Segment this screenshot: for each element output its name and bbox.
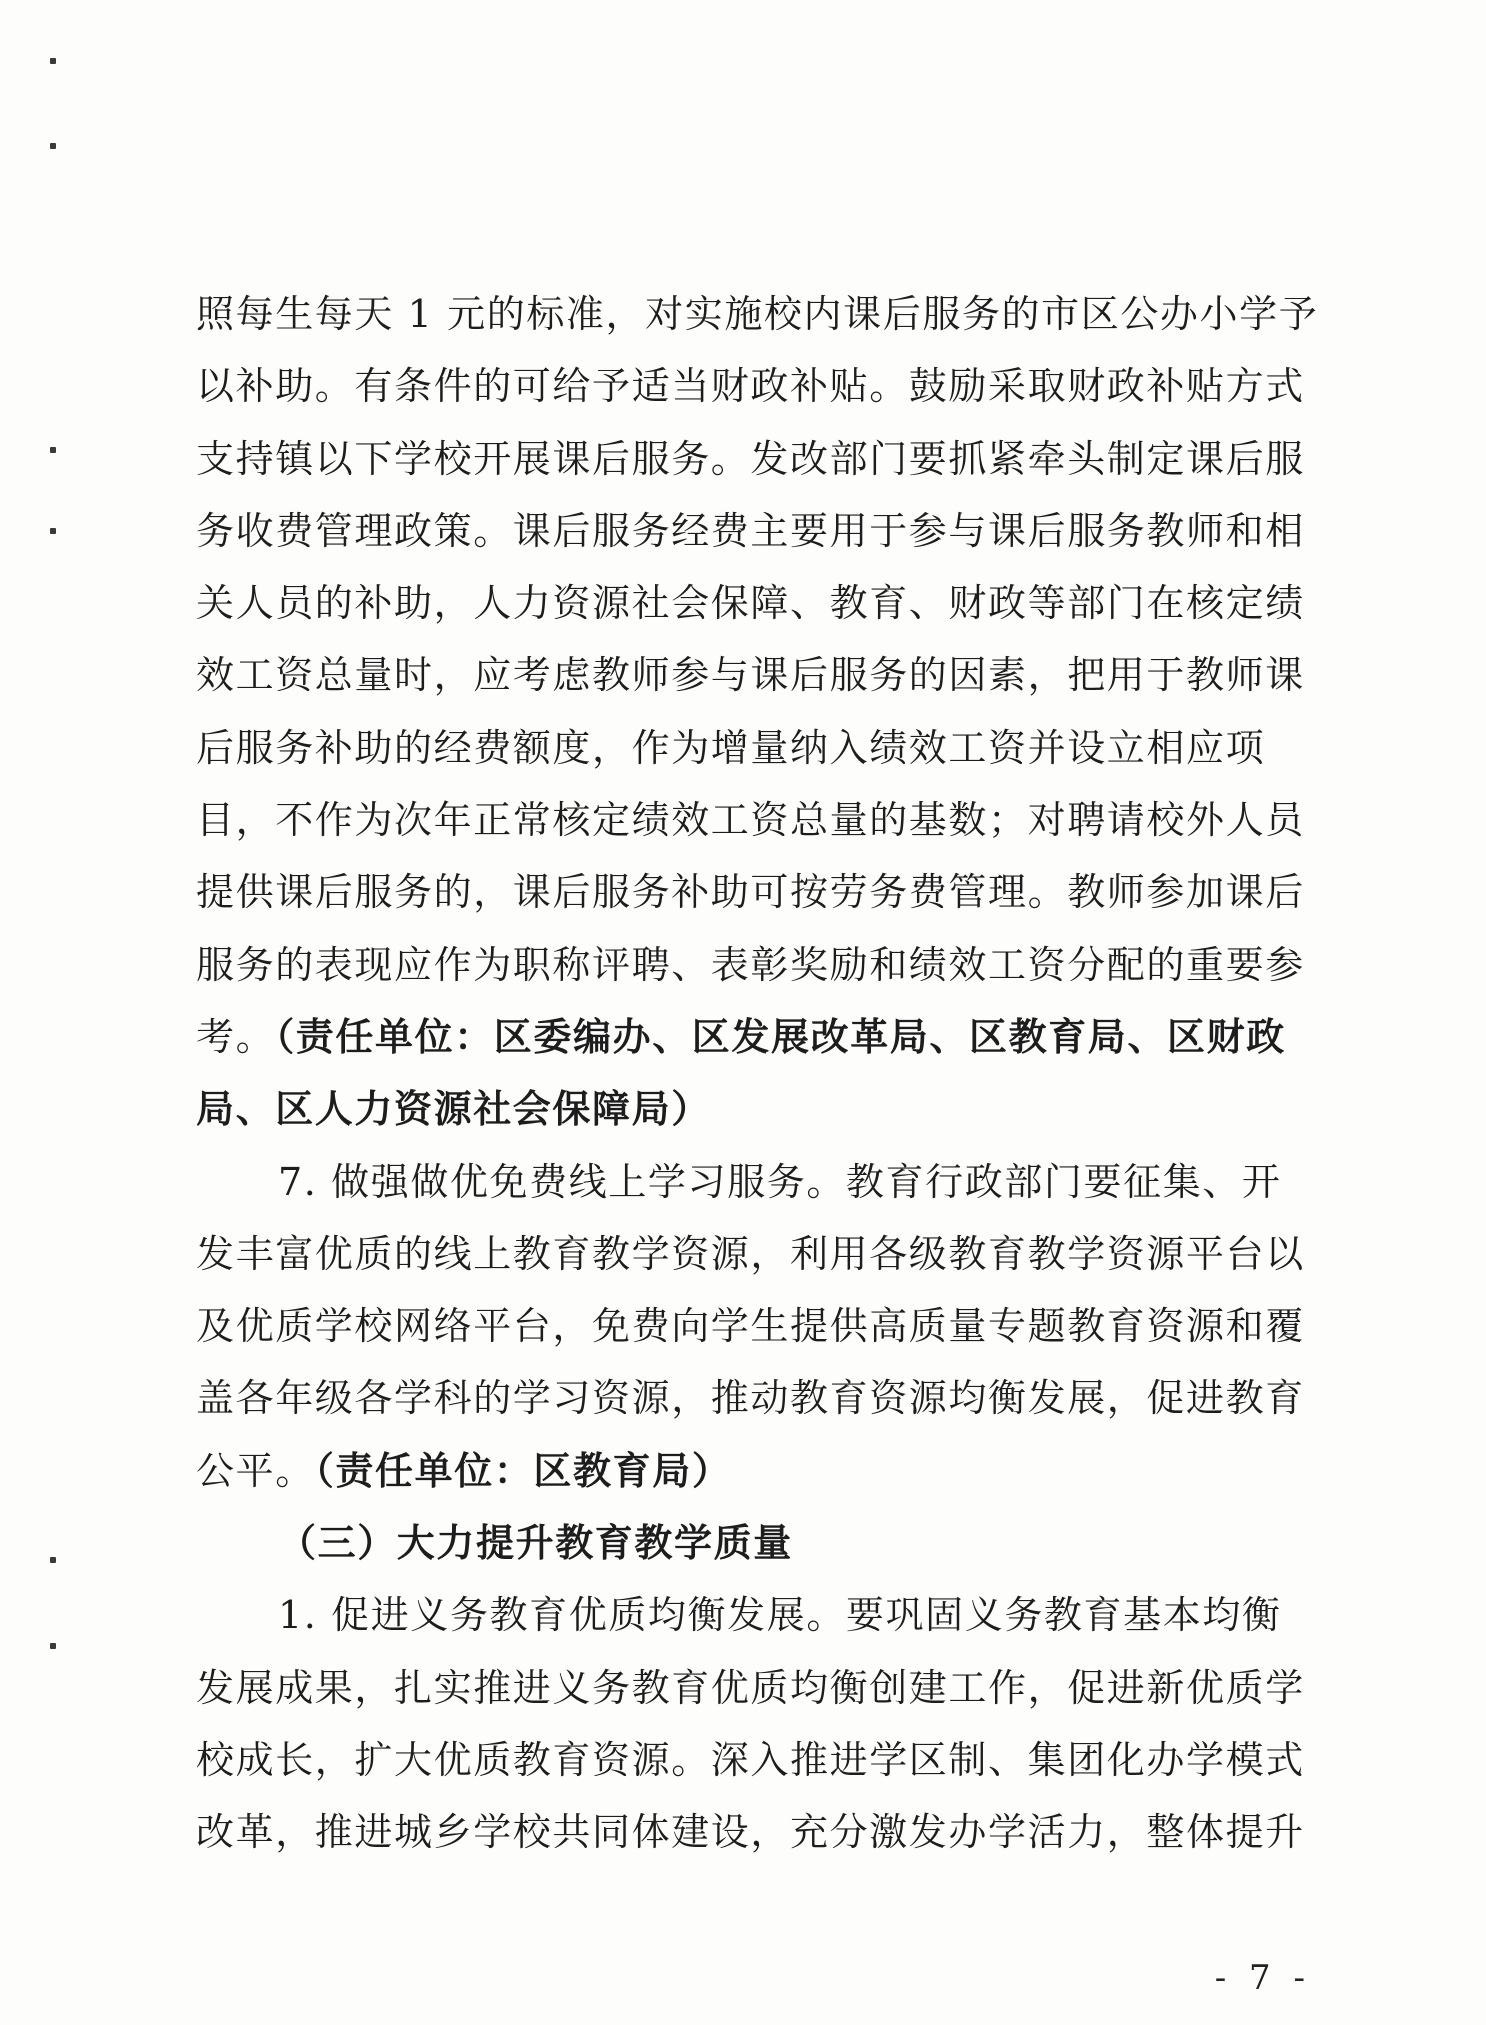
text-line: 发展成果，扎实推进义务教育优质均衡创建工作，促进新优质学 [196, 1665, 1305, 1710]
responsible-unit: （责任单位：区教育局） [314, 1448, 732, 1493]
text-line: 效工资总量时，应考虑教师参与课后服务的因素，把用于教师课 [196, 653, 1305, 698]
text-line: 提供课后服务的，课后服务补助可按劳务费管理。教师参加课后 [196, 870, 1305, 915]
page-number: - 7 - [1214, 1958, 1311, 1998]
text-line: 目，不作为次年正常核定绩效工资总量的基数；对聘请校外人员 [196, 798, 1305, 843]
text-line: 以补助。有条件的可给予适当财政补贴。鼓励采取财政补贴方式 [196, 364, 1305, 409]
text-line [196, 1073, 1308, 1145]
text-line: 改革，推进城乡学校共同体建设，充分激发办学活力，整体提升 [196, 1810, 1305, 1855]
paragraph-start: 7. 做强做优免费线上学习服务。教育行政部门要征集、开 [278, 1159, 1282, 1204]
text-line: 发丰富优质的线上教育教学资源，利用各级教育教学资源平台以 [196, 1231, 1305, 1276]
text-line: 考。（责任单位：区委编办、区发展改革局、区教育局、区财政 [196, 1014, 1286, 1059]
binding-mark [50, 143, 56, 149]
text-line: 及优质学校网络平台，免费向学生提供高质量专题教育资源和覆 [196, 1304, 1305, 1349]
responsible-unit: 局、区人力资源社会保障局） [196, 1087, 711, 1132]
binding-mark [50, 447, 56, 453]
text-line: 支持镇以下学校开展课后服务。发改部门要抓紧牵头制定课后服 [196, 436, 1305, 481]
binding-mark [50, 58, 56, 64]
text-line: 校成长，扩大优质教育资源。深入推进学区制、集团化办学模式 [196, 1737, 1305, 1782]
paragraph-start: 1. 促进义务教育优质均衡发展。要巩固义务教育基本均衡 [278, 1593, 1282, 1638]
text-line: 关人员的补助，人力资源社会保障、教育、财政等部门在核定绩 [196, 581, 1305, 626]
text-line: 服务的表现应作为职称评聘、表彰奖励和绩效工资分配的重要参 [196, 942, 1305, 987]
text-line: 照每生每天 1 元的标准，对实施校内课后服务的市区公办小学予 [196, 292, 1319, 336]
text-line: 盖各年级各学科的学习资源，推动教育资源均衡发展，促进教育 [196, 1376, 1305, 1421]
binding-mark [50, 1557, 56, 1563]
binding-mark [50, 528, 56, 534]
section-heading: （三）大力提升教育教学质量 [278, 1521, 793, 1566]
body-text [196, 278, 1319, 1869]
text-line: 务收费管理政策。课后服务经费主要用于参与课后服务教师和相 [196, 508, 1305, 553]
text-line: 公平。（责任单位：区教育局） [196, 1448, 732, 1493]
binding-mark [50, 1643, 56, 1649]
text-line: 后服务补助的经费额度，作为增量纳入绩效工资并设立相应项 [196, 725, 1266, 770]
responsible-unit: （责任单位：区委编办、区发展改革局、区教育局、区财政 [275, 1014, 1286, 1059]
